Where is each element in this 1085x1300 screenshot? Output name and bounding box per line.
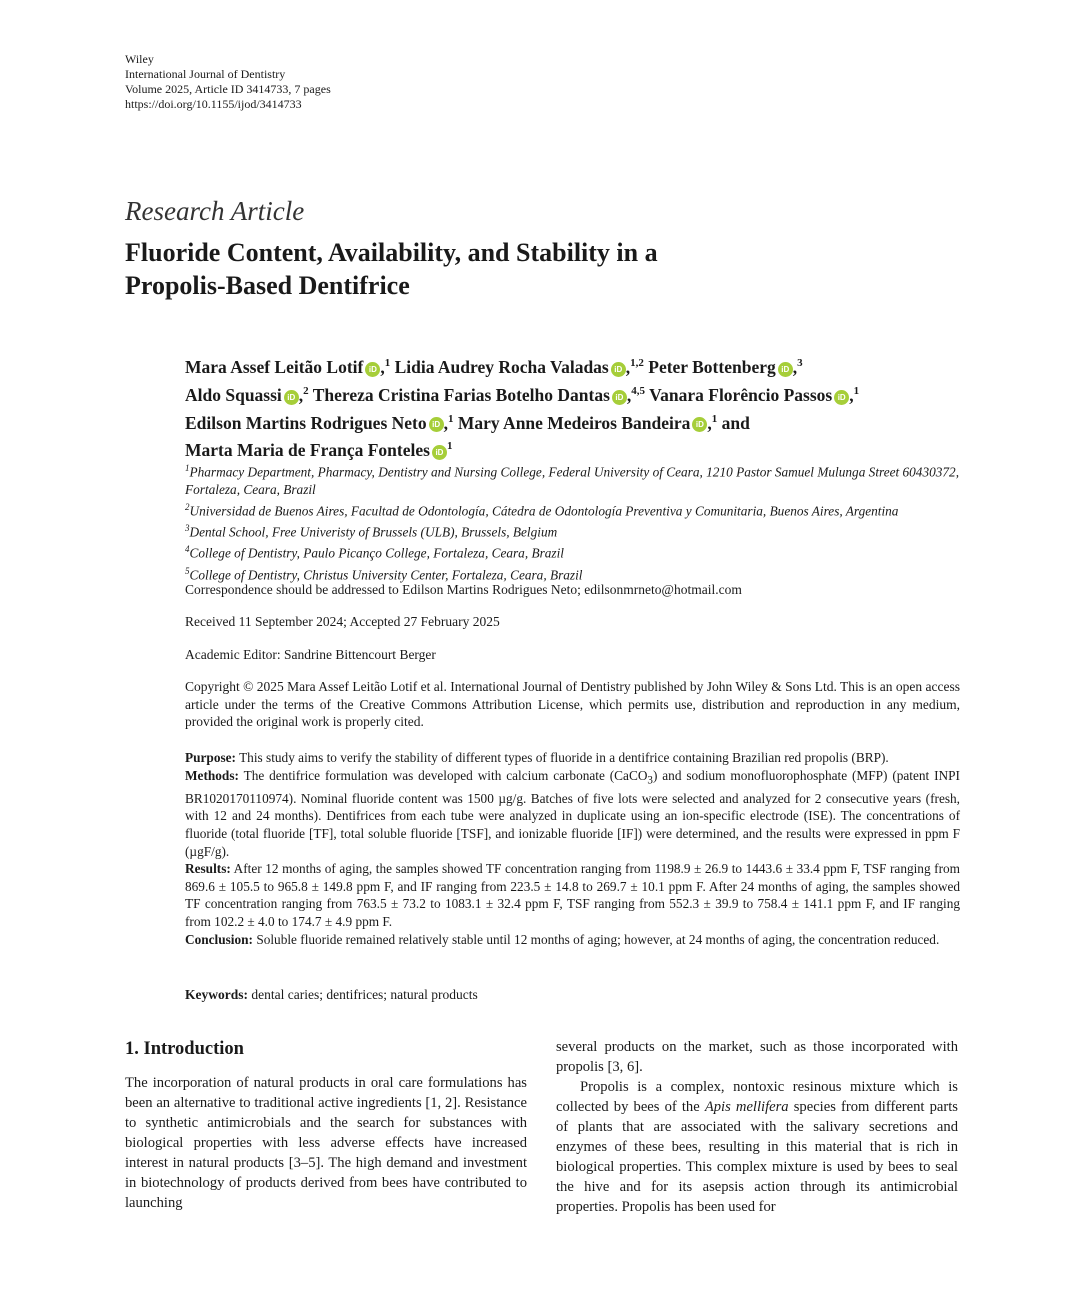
orcid-icon[interactable]: iD <box>692 417 707 432</box>
paragraph: The incorporation of natural products in oral care formulations has been an alternative to traditional active ingredients [1, 2]. Resistance to synthetic antimicrobials and the search for substances with biological properties with less adverse effects have increased interest in natural products [3–5]. The high demand and investment in biotechnology of products derived from bees have contributed to launching <box>125 1075 527 1211</box>
received-date: Received 11 September 2024; Accepted 27 February 2025 <box>185 614 500 629</box>
and-word: and <box>721 412 750 433</box>
journal-header <box>125 52 331 112</box>
author-name[interactable]: Lidia Audrey Rocha Valadas <box>394 356 609 377</box>
author-name[interactable]: Mara Assef Leitão Lotif <box>185 356 364 377</box>
orcid-icon[interactable]: iD <box>432 445 447 460</box>
paragraph: several products on the market, such as those incorporated with propolis [3, 6]. <box>556 1039 958 1075</box>
abstract-results: Results: After 12 months of aging, the samples showed TF concentration ranging from 1198.9 ± 26.9 to 1443.6 ± 33.4 ppm F, TSF ranging from 869.6 ± 105.5 to 965.8 ± 149.8 ppm F, and IF ranging from 223.5 ± 14.8 to 269.7 ± 10.1 ppm F. After 24 months of aging, the samples showed TF concentration ranging from 763.5 ± 73.2 to 1083.1 ± 32.4 ppm F, TSF ranging from 552.3 ± 39.9 to 758.4 ± 141.1 ppm F, and IF ranging from 102.2 ± 4.0 to 174.7 ± 4.9 ppm F. <box>185 861 960 929</box>
author-affiliation: 1,2 <box>630 357 644 369</box>
right-column <box>556 1037 958 1217</box>
keywords-label: Keywords: <box>185 987 248 1002</box>
article-type: Research Article <box>125 196 305 226</box>
abstract-conclusion: Conclusion: Soluble fluoride remained relatively stable until 12 months of aging; however, at 24 months of aging, the concentration reduced. <box>185 931 940 947</box>
journal-name: International Journal of Dentistry <box>125 67 286 81</box>
affiliation-item: $^4$College of Dentistry, Paulo Picanço College, Fortaleza, Ceara, Brazil <box>185 544 564 561</box>
orcid-icon[interactable]: iD <box>429 417 444 432</box>
author-line: Edilson Martins Rodrigues Neto iD ,$^1$ Mary Anne Medeiros Bandeira iD ,$^1$ and <box>185 412 750 433</box>
author-affiliation: 3 <box>797 357 803 369</box>
abstract-methods: Methods: The dentifrice formulation was developed with calcium carbonate (CaCO$_3$) and sodium monofluorophosphate (MFP) (patent INPI BR1020170110974). Nominal fluoride content was 1500 µg/g. Batches of five lots were selected and analyzed for 2 consecutive years (fresh, with 12 and 24 months). Dentifrices from each tube were analyzed in duplicate using an ion-specific electrode (ISE). The concentrations of fluoride (total fluoride [TF], total soluble fluoride [TSF], and ionizable fluoride [IF]) were determined, and the results were expressed in ppm F (µgF/g). <box>185 767 960 859</box>
affiliation-item: $^2$Universidad de Buenos Aires, Facultad de Odontología, Cátedra de Odontología Preventiva y Comunitaria, Buenos Aires, Argentina <box>185 502 899 519</box>
orcid-icon[interactable]: iD <box>778 362 793 377</box>
author-affiliation: 1 <box>384 357 391 369</box>
author-name[interactable]: Vanara Florêncio Passos <box>649 384 833 405</box>
volume-info: Volume 2025, Article ID 3414733, 7 pages <box>125 82 331 96</box>
affiliation-item: $^3$Dental School, Free Univeristy of Brussels (ULB), Brussels, Belgium <box>185 523 558 540</box>
abstract <box>185 749 960 948</box>
author-affiliation: 2 <box>303 384 309 397</box>
doi-link[interactable]: https://doi.org/10.1155/ijod/3414733 <box>125 97 302 111</box>
author-name[interactable]: Mary Anne Medeiros Bandeira <box>457 412 691 433</box>
author-name[interactable]: Aldo Squassi <box>185 384 282 405</box>
keywords <box>185 987 478 1003</box>
author-affiliation: 1 <box>853 384 860 397</box>
left-column <box>125 1073 527 1213</box>
author-affiliation: 1 <box>446 440 453 453</box>
keywords-text: dental caries; dentifrices; natural products <box>251 987 478 1002</box>
author-affiliation: 4,5 <box>631 384 646 397</box>
author-line <box>185 434 975 462</box>
orcid-icon[interactable]: iD <box>365 362 380 377</box>
title-line-2: Propolis-Based Dentifrice <box>125 271 410 300</box>
author-name[interactable]: Marta Maria de França Fonteles <box>185 440 430 461</box>
species-name: Apis mellifera <box>704 1099 789 1115</box>
author-list <box>185 351 975 462</box>
author-name[interactable]: Thereza Cristina Farias Botelho Dantas <box>312 384 610 405</box>
paper-title <box>125 236 925 302</box>
abstract-purpose: Purpose: This study aims to verify the stability of different types of fluoride in a dentifrice containing Brazilian red propolis (BRP). <box>185 750 889 765</box>
orcid-icon[interactable]: iD <box>612 390 627 405</box>
copyright-notice: Copyright © 2025 Mara Assef Leitão Lotif et al. International Journal of Dentistry published by John Wiley & Sons Ltd. This is an open access article under the terms of the Creative Commons Attribution License, which permits use, distribution and reproduction in any medium, provided the original work is properly cited. <box>185 679 960 729</box>
affiliation-item: $^5$College of Dentistry, Christus University Center, Fortaleza, Ceara, Brazil <box>185 565 583 583</box>
affiliation-list <box>185 460 960 584</box>
author-name[interactable]: Peter Bottenberg <box>648 356 776 377</box>
author-affiliation: 1 <box>711 412 718 425</box>
affiliation-item: $^1$Pharmacy Department, Pharmacy, Dentistry and Nursing College, Federal University of Ceara, 1210 Pastor Samuel Mulunga Street 60430372, Fortaleza, Ceara, Brazil <box>185 463 960 498</box>
orcid-icon[interactable]: iD <box>611 362 626 377</box>
author-line: Mara Assef Leitão Lotif iD ,$^1$ Lidia Audrey Rocha Valadas iD ,$^{1,2}$ Peter Bottenberg iD ,$^3$ <box>185 356 803 377</box>
author-affiliation: 1 <box>447 412 454 425</box>
orcid-icon[interactable]: iD <box>834 390 849 405</box>
title-line-1: Fluoride Content, Availability, and Stability in a <box>125 238 658 267</box>
section-heading: 1. Introduction <box>125 1039 244 1059</box>
paragraph: Propolis is a complex, nontoxic resinous mixture which is collected by bees of the Apis mellifera species from different parts of plants that are associated with the salivary secretions and enzymes of these bees, resulting in this material that is rich in biological properties. This complex mixture is used by bees to seal the hive and for its asepsis action through its antimicrobial properties. Propolis has been used for <box>556 1079 958 1215</box>
orcid-icon[interactable]: iD <box>284 390 299 405</box>
publisher-name: Wiley <box>125 52 154 66</box>
correspondence: Correspondence should be addressed to Edilson Martins Rodrigues Neto; edilsonmrneto@hotmail.com <box>185 582 742 597</box>
author-name[interactable]: Edilson Martins Rodrigues Neto <box>185 412 427 433</box>
author-line: Aldo Squassi iD ,$^2$ Thereza Cristina Farias Botelho Dantas iD ,$^{4,5}$ Vanara Florêncio Passos iD ,$^1$ <box>185 384 860 405</box>
academic-editor: Academic Editor: Sandrine Bittencourt Berger <box>185 647 436 662</box>
